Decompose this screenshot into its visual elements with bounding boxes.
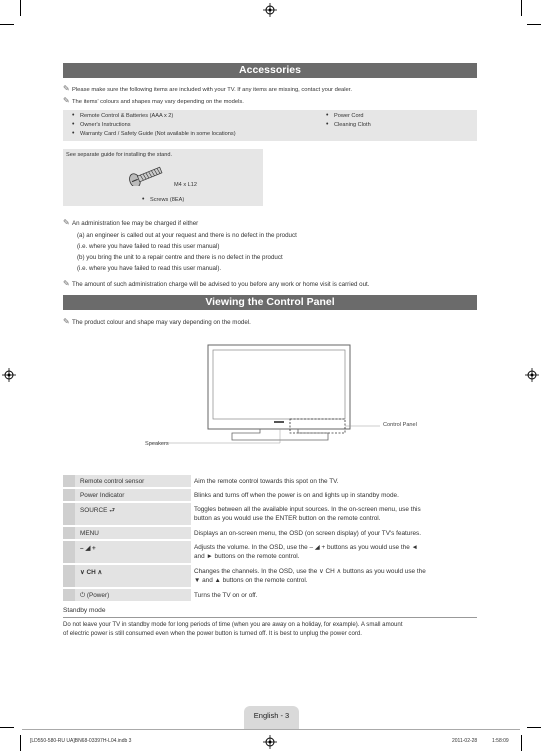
control-panel-note: ✎ The product colour and shape may vary depending on the model. xyxy=(63,317,251,326)
control-row xyxy=(63,503,477,525)
registration-mark-icon xyxy=(263,3,277,17)
control-desc: Displays an on-screen menu, the OSD (on screen display) of your TV's features. xyxy=(194,530,422,537)
control-key: MENU xyxy=(80,530,99,537)
crop-mark xyxy=(521,735,522,751)
registration-mark-icon xyxy=(525,368,539,382)
enter-icon: ⮐ xyxy=(109,507,115,514)
pen-icon: ✎ xyxy=(63,279,70,288)
footer-date: 2011-02-28 xyxy=(452,738,478,744)
control-row xyxy=(63,565,477,587)
control-desc: Adjusts the volume. In the OSD, use the – ◢ + buttons as you would use the ◄ and ► buttons on the remote control. xyxy=(194,544,418,560)
page-number-tab: English - 3 xyxy=(244,706,299,729)
screw-icon xyxy=(127,166,165,186)
fee-line: (a) an engineer is called out at your request and there is no defect in the product xyxy=(77,232,297,239)
callout-control-panel: Control Panel xyxy=(383,422,417,428)
control-key: ∨ CH ∧ xyxy=(80,569,103,576)
control-desc: Turns the TV on or off. xyxy=(194,592,258,599)
control-key: SOURCE ⮐ xyxy=(80,507,115,514)
fee-line: (b) you bring the unit to a repair centre and there is no defect in the product xyxy=(77,254,283,261)
accessories-note: ✎ Please make sure the following items are included with your TV. If any items are missing, contact your dealer. xyxy=(63,84,352,93)
crop-mark xyxy=(527,24,541,25)
accessory-item: • Remote Control & Batteries (AAA x 2) xyxy=(80,113,173,119)
accessory-item: • Owner's Instructions xyxy=(80,122,131,128)
accessory-item: • Cleaning Cloth xyxy=(334,122,371,128)
footer-rule xyxy=(22,729,520,730)
registration-mark-icon xyxy=(2,368,16,382)
control-key: ⏻ (Power) xyxy=(80,592,110,599)
accessories-title: Accessories xyxy=(63,63,477,78)
standby-text: Do not leave your TV in standby mode for long periods of time (when you are away on a holiday, for example). A small amount xyxy=(63,621,403,628)
crop-mark xyxy=(20,0,21,16)
control-panel-title: Viewing the Control Panel xyxy=(63,295,477,310)
fee-line: (i.e. where you have failed to read this user manual). xyxy=(77,265,222,272)
screw-label: • Screws (8EA) xyxy=(150,197,184,203)
control-desc: Aim the remote control towards this spot on the TV. xyxy=(194,478,339,485)
standby-text: of electric power is still consumed even when the power button is turned off. It is best to unplug the power cord. xyxy=(63,630,362,637)
registration-mark-icon xyxy=(263,735,277,749)
accessory-item: • Power Cord xyxy=(334,113,364,119)
pen-icon: ✎ xyxy=(63,96,70,105)
control-desc: Changes the channels. In the OSD, use the ∨ CH ∧ buttons as you would use the ▼ and ▲ buttons on the remote control. xyxy=(194,568,426,584)
accessories-note: ✎ The items' colours and shapes may vary depending on the models. xyxy=(63,96,244,105)
control-row xyxy=(63,541,477,563)
crop-mark xyxy=(0,24,14,25)
footer-time: 1:58:09 xyxy=(492,738,509,744)
control-key: – ◢ + xyxy=(80,545,96,552)
standby-heading: Standby mode xyxy=(63,607,106,614)
control-row xyxy=(63,527,477,539)
crop-mark xyxy=(0,727,14,728)
fee-note: ✎ The amount of such administration charge will be advised to you before any work or home visit is carried out. xyxy=(63,279,370,288)
control-row xyxy=(63,475,477,487)
standby-divider xyxy=(63,617,477,618)
control-key: Power Indicator xyxy=(80,492,125,499)
pen-icon: ✎ xyxy=(63,317,70,326)
control-row xyxy=(63,489,477,501)
accessory-item: • Warranty Card / Safety Guide (Not available in some locations) xyxy=(80,131,236,137)
pen-icon: ✎ xyxy=(63,218,70,227)
footer-file: [LD550-580-RU UA]BN68-03397H-L04.indb 3 xyxy=(30,738,132,744)
pen-icon: ✎ xyxy=(63,84,70,93)
fee-line: (i.e. where you have failed to read this user manual) xyxy=(77,243,220,250)
fee-intro: ✎ An administration fee may be charged if either xyxy=(63,218,199,227)
crop-mark xyxy=(521,0,522,16)
control-row xyxy=(63,589,477,601)
crop-mark xyxy=(527,727,541,728)
callout-speakers: Speakers xyxy=(145,441,169,447)
crop-mark xyxy=(20,735,21,751)
screw-size: M4 x L12 xyxy=(174,182,198,188)
control-desc: Blinks and turns off when the power is on and lights up in standby mode. xyxy=(194,492,399,499)
stand-note: See separate guide for installing the stand. xyxy=(66,152,173,158)
control-key: Remote control sensor xyxy=(80,478,145,485)
tv-illustration xyxy=(140,340,440,455)
control-desc: Toggles between all the available input sources. In the on-screen menu, use this button as you would use the ENTER button on the remote control. xyxy=(194,506,421,522)
